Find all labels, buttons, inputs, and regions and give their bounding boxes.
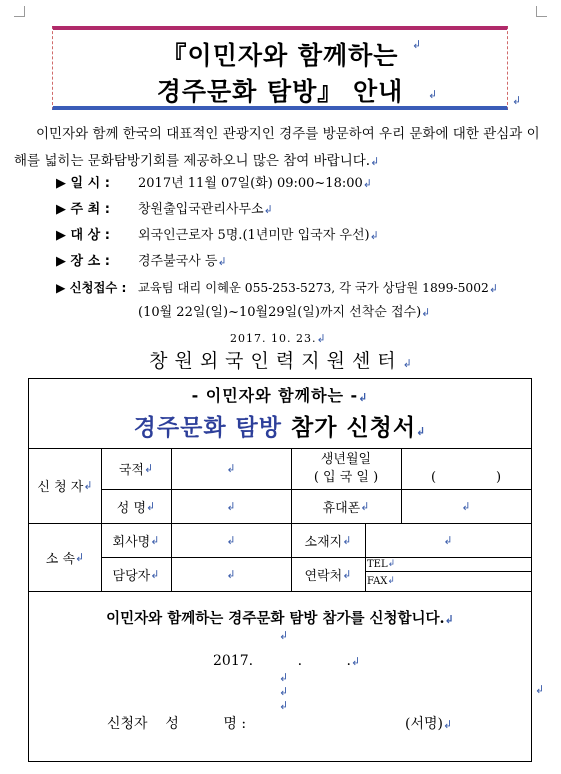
paragraph-mark-icon: ↲: [444, 613, 454, 626]
paragraph-mark-icon: ↲: [402, 357, 412, 370]
paragraph-mark-icon: ↲: [443, 533, 453, 547]
paragraph-mark-icon: ↲: [535, 683, 545, 696]
paragraph-mark-icon: ↲: [226, 499, 236, 513]
info-row-target: ▶ 대 상 : 외국인근로자 5명.(1년미만 입국자 우선)↲: [56, 228, 379, 243]
location-field[interactable]: [365, 523, 531, 557]
info-row-place: ▶ 장 소 : 경주불국사 등↲: [56, 254, 227, 269]
application-date: 2017. . .↲: [213, 653, 361, 669]
paragraph-mark-icon: ↲: [350, 655, 361, 668]
paragraph-mark-icon: ↲: [461, 499, 471, 513]
paragraph-mark-icon: ↲: [83, 479, 93, 492]
paragraph-mark-icon: ↲: [442, 718, 453, 731]
nationality-label: 국적 ↲: [118, 462, 154, 478]
paragraph-mark-icon: ↲: [428, 88, 438, 101]
birthdate-field[interactable]: ( ): [430, 470, 502, 485]
contact-label: 연락처 ↲: [304, 567, 352, 584]
paragraph-mark-icon: ↲: [316, 332, 327, 345]
declaration-text: 이민자와 함께하는 경주문화 탐방 참가를 신청합니다.↲: [106, 610, 454, 627]
paragraph-mark-icon: ↲: [370, 155, 380, 168]
paragraph-mark-icon: ↲: [416, 425, 427, 438]
paragraph-mark-icon: ↲: [387, 559, 396, 569]
paragraph-mark-icon: ↲: [512, 94, 522, 107]
company-field[interactable]: [171, 523, 291, 557]
paragraph-mark-icon: ↲: [488, 282, 499, 295]
company-label: 회사명 ↲: [112, 533, 160, 550]
signature-field[interactable]: (서명)↲: [405, 716, 453, 732]
paragraph-mark-icon: ↲: [75, 550, 85, 564]
info-row-application: ▶ 신청접수 : 교육팀 대리 이혜운 055-253-5273, 각 국가 상담원 1899-5002↲: [56, 281, 499, 295]
paragraph-mark-icon: ↲: [226, 533, 236, 547]
paragraph-mark-icon: ↲: [150, 567, 160, 581]
fax-field[interactable]: FAX ↲: [367, 575, 395, 587]
manager-label: 담당자 ↲: [112, 567, 160, 584]
form-subtitle: - 이민자와 함께하는 -↲: [191, 386, 369, 405]
tel-field[interactable]: TEL ↲: [367, 558, 396, 570]
notice-date: 2017. 10. 23.↲: [230, 332, 327, 345]
name-field[interactable]: [171, 489, 291, 523]
paragraph-mark-icon: ↲: [226, 567, 236, 581]
info-row-datetime: ▶ 일 시 : 2017년 11월 07일(화) 09:00~18:00↲: [56, 176, 372, 191]
crop-mark-top-left: [14, 6, 25, 17]
location-label: 소재지 ↲: [304, 533, 352, 550]
paragraph-mark-icon: ↲: [369, 229, 379, 242]
crop-mark-top-right: [536, 6, 547, 17]
paragraph-mark-icon: ↲: [217, 255, 227, 268]
manager-field[interactable]: [171, 557, 291, 591]
mobile-label: 휴대폰 ↲: [322, 499, 370, 516]
title-box: [52, 26, 508, 110]
paragraph-mark-icon: ↲: [279, 685, 289, 698]
application-form: [28, 378, 545, 762]
form-title: 경주문화 탐방 참가 신청서↲: [133, 415, 427, 441]
paragraph-mark-icon: ↲: [342, 567, 352, 581]
paragraph-mark-icon: ↲: [226, 462, 236, 475]
paragraph-mark-icon: ↲: [263, 203, 273, 216]
mobile-field[interactable]: [401, 489, 531, 523]
birthdate-label: 생년월일 ( 입 국 일 ): [313, 451, 379, 485]
paragraph-mark-icon: ↲: [342, 533, 352, 547]
paragraph-mark-icon: ↲: [150, 533, 160, 547]
paragraph-mark-icon: ↲: [360, 499, 370, 513]
signer-label: 신청자 성 명 :: [107, 716, 247, 732]
title-line-1: 『이민자와 함께하는: [161, 41, 399, 70]
name-label: 성 명 ↲: [116, 499, 156, 516]
info-row-application-period: (10월 22일(일)~10월29일(일)까지 선착순 접수)↲: [138, 305, 431, 320]
table-border: [29, 591, 531, 592]
info-row-host: ▶ 주 최 : 창원출입국관리사무소↲: [56, 202, 273, 217]
paragraph-mark-icon: ↲: [387, 576, 395, 586]
organization-name: 창원외국인력지원센터↲: [149, 350, 412, 372]
paragraph-mark-icon: ↲: [412, 38, 422, 51]
paragraph-mark-icon: ↲: [279, 629, 289, 642]
applicant-label: 신 청 자 ↲: [37, 479, 93, 495]
paragraph-mark-icon: ↲: [279, 671, 289, 684]
nationality-field[interactable]: [171, 448, 291, 489]
paragraph-mark-icon: ↲: [358, 391, 369, 404]
intro-paragraph: 이민자와 함께 한국의 대표적인 관광지인 경주를 방문하여 우리 문화에 대한 관심과 이해를 넓히는 문화탐방기회를 제공하오니 많은 참여 바랍니다.↲: [14, 126, 540, 169]
paragraph-mark-icon: ↲: [143, 462, 154, 475]
paragraph-mark-icon: ↲: [146, 499, 156, 513]
affiliation-label: 소 속 ↲: [45, 550, 85, 567]
title-line-2: 경주문화 탐방』 안내: [156, 77, 404, 106]
paragraph-mark-icon: ↲: [421, 306, 431, 319]
paragraph-mark-icon: ↲: [279, 699, 289, 712]
paragraph-mark-icon: ↲: [362, 177, 372, 190]
